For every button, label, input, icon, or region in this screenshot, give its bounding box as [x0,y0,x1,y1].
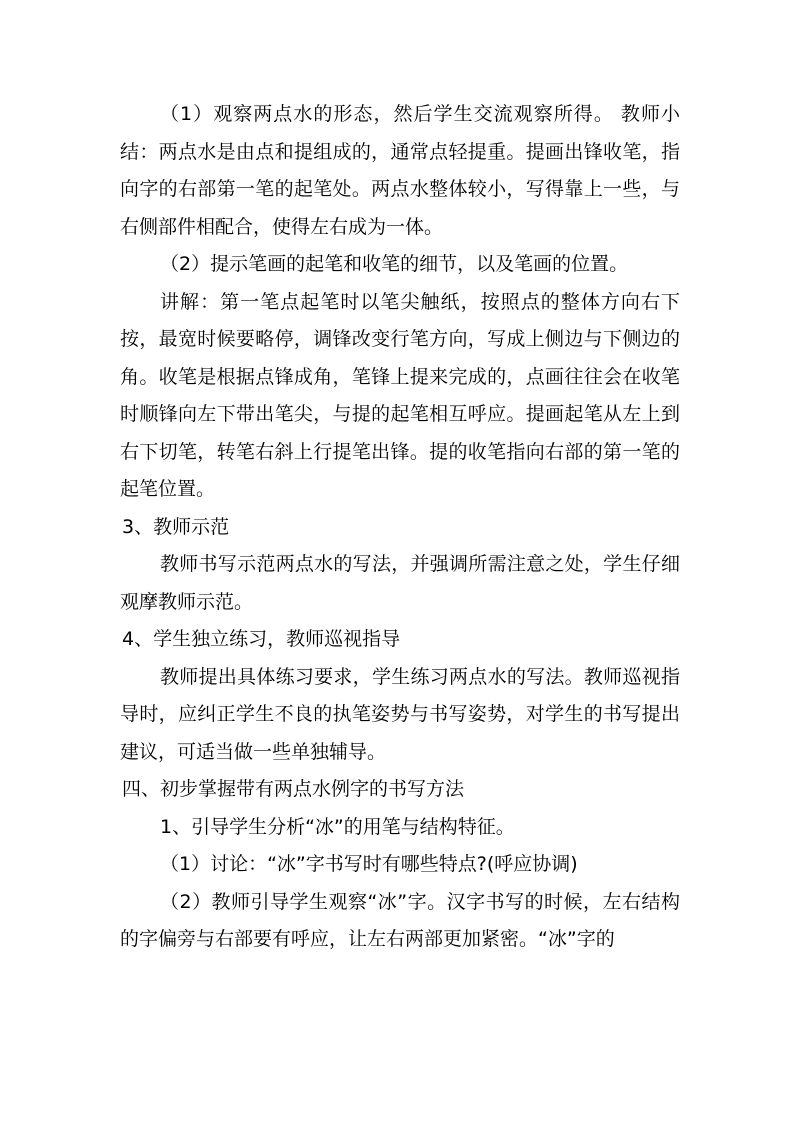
subsection-heading-analyze-bing: 1、引导学生分析“冰”的用笔与结构特征。 [160,815,515,838]
section-heading-example-characters: 四、初步掌握带有两点水例字的书写方法 [122,778,465,800]
section-heading-independent-practice: 4、学生独立练习，教师巡视指导 [122,628,401,650]
paragraph-teacher-demo: 教师书写示范两点水的写法，并强调所需注意之处，学生仔细观摩教师示范。 [120,553,680,613]
document-body [120,96,680,959]
paragraph-explanation: 讲解：第一笔点起笔时以笔尖触纸，按照点的整体方向右下按，最宽时候要略停，调锋改变行笔方向，写成上侧边与下侧边的角。收笔是根据点锋成角，笔锋上提来完成的，点画往往会在收笔时顺锋向左下带出笔尖，与提的起笔相互呼应。提画起笔从左上到右下切笔，转笔右斜上行提笔出锋。提的收笔指向右部的第一笔的起笔位置。 [120,290,680,500]
paragraph-discussion: （1）讨论：“冰”字书写时有哪些特点?(呼应协调) [160,853,578,875]
paragraph-observe-bing: （2）教师引导学生观察“冰”字。汉字书写的时候，左右结构的字偏旁与右部要有呼应，让左右两部更加紧密。“冰”字的 [120,890,680,950]
paragraph-observe-shape: （1）观察两点水的形态，然后学生交流观察所得。 教师小结：两点水是由点和提组成的，通常点轻提重。提画出锋收笔，指向字的右部第一笔的起笔处。两点水整体较小，写得靠上一些，与右侧部件相配合，使得左右成为一体。 [120,103,680,238]
section-heading-teacher-demo: 3、教师示范 [122,515,230,538]
paragraph-independent-practice: 教师提出具体练习要求，学生练习两点水的写法。教师巡视指导时，应纠正学生不良的执笔姿势与书写姿势，对学生的书写提出建议，可适当做一些单独辅导。 [120,665,680,763]
paragraph-stroke-details: （2）提示笔画的起笔和收笔的细节，以及笔画的位置。 [160,253,629,275]
